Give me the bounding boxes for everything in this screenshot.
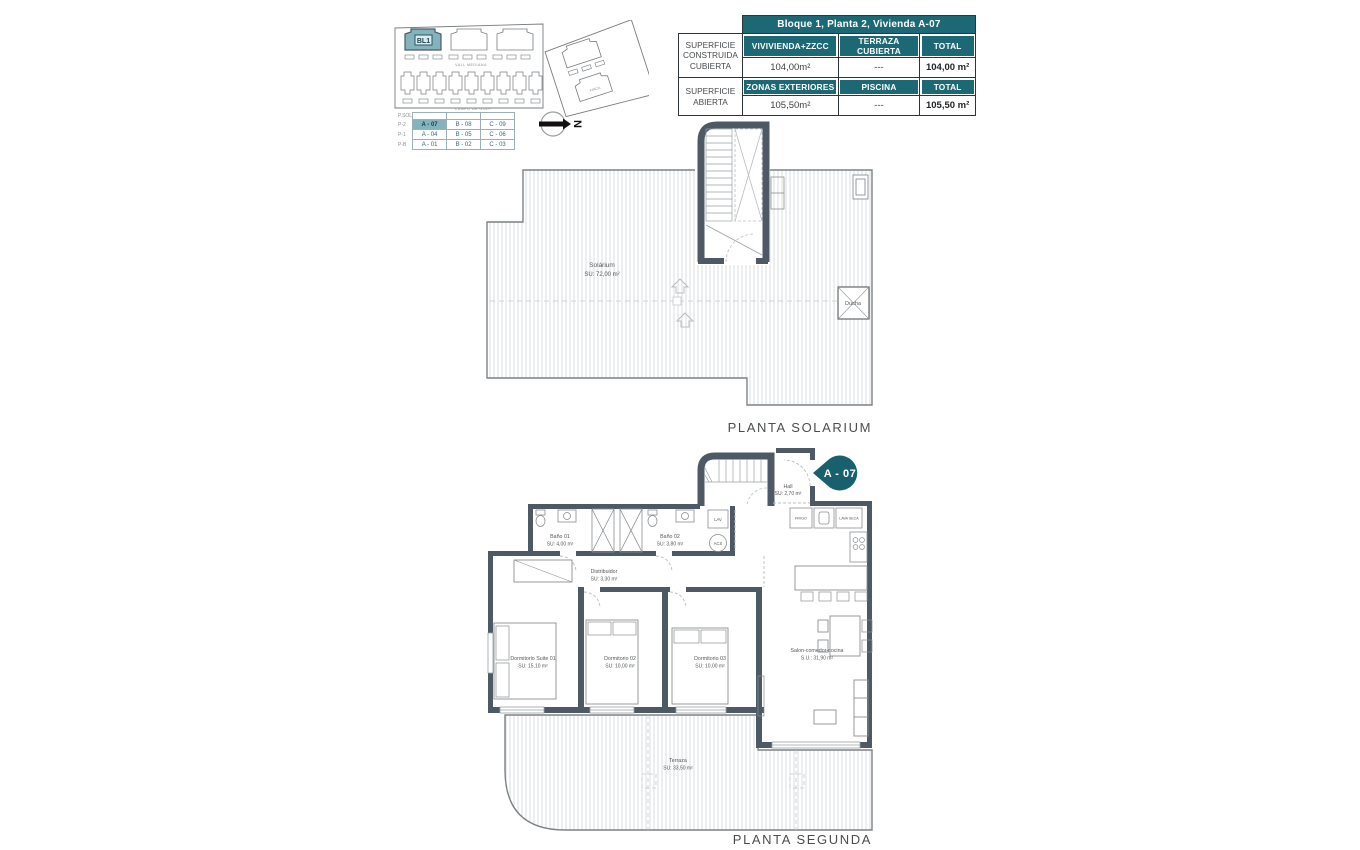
ducha-label: Ducha: [845, 301, 861, 307]
segunda-stairwell: [701, 456, 771, 506]
street-top-label: VALL MEDIANA: [455, 63, 487, 67]
axis-node: [673, 297, 681, 305]
level-label: P-B: [398, 141, 407, 148]
open-total-value: 105,50 m²: [920, 96, 976, 116]
open-col3-header: TOTAL: [922, 80, 974, 94]
suite-area: SU: 15,10 m²: [518, 663, 548, 670]
hall-name: Hall: [783, 484, 793, 490]
covered-col2-header: TERRAZA CUBIERTA: [840, 36, 918, 56]
parking-row-top: [405, 55, 530, 59]
unit-badge: [813, 456, 857, 491]
terraza-deck: [505, 715, 872, 830]
salon-name: Salon-comedor-cocina: [790, 648, 844, 654]
hall-area: SU: 2,70 m²: [774, 491, 802, 497]
suite-bed: [494, 560, 572, 699]
fridge-label: FRIGO: [794, 516, 808, 521]
unit-cell: A - 04: [413, 130, 447, 140]
unit-cell-a07: A - 07: [413, 120, 447, 130]
utility-closet: [708, 510, 728, 552]
solarium-room-name: Solárium: [589, 262, 615, 269]
distribuidor-name: Distribuidor: [590, 569, 618, 575]
dorm2-name: Dormitorio 02: [604, 656, 636, 662]
dorm2-area: SU: 10,00 m²: [605, 663, 635, 670]
bano2-area: SU: 3,80 m²: [656, 541, 684, 548]
washer-label: LAVA SECA: [839, 516, 859, 521]
dorm3-area: SU: 10,00 m²: [695, 663, 725, 670]
living-furniture: [758, 616, 872, 736]
unit-cell: C - 06: [481, 130, 515, 140]
unit-cell: A - 01: [413, 140, 447, 150]
solarium-room-area: SU: 72,00 m²: [584, 272, 620, 278]
unit-badge-label: A - 07: [823, 468, 857, 480]
terraza-name: Terraza: [669, 758, 687, 764]
building-2: [451, 29, 487, 50]
unit-cell: C - 03: [481, 140, 515, 150]
north-letter: N: [571, 120, 584, 128]
acs-label: ACS: [713, 541, 723, 546]
parking-row-bottom: [403, 99, 540, 103]
solarium-stairwell: [695, 120, 770, 265]
level-label: P-2: [398, 121, 406, 128]
lav-label: LAV: [714, 517, 722, 522]
covered-col3-header: TOTAL: [922, 36, 974, 56]
level-label: P-1: [398, 131, 406, 138]
open-col1-value: 105,50m²: [742, 96, 838, 116]
walls: [488, 448, 872, 748]
bano1-name: Baño 01: [550, 534, 570, 540]
planta-segunda-drawing: [480, 448, 880, 850]
distribuidor-area: SU: 3,30 m²: [590, 576, 618, 583]
terraza-area: SU: 33,50 m²: [663, 765, 693, 772]
open-group-label: SUPERFICIE ABIERTA: [679, 78, 743, 116]
summary-title: Bloque 1, Planta 2, Vivienda A-07: [742, 16, 975, 34]
vent-box: [853, 175, 868, 199]
open-col2-value: ---: [838, 96, 920, 116]
site-parcel-right: [544, 20, 649, 118]
salon-area: S.U.: 31,90 m²: [800, 655, 834, 662]
unit-cell: B - 02: [447, 140, 481, 150]
covered-col1-header: VIVIVIENDA+ZZCC: [744, 36, 836, 56]
open-col1-header: ZONAS EXTERIORES: [746, 81, 835, 92]
finca-label: FINCA: [589, 85, 601, 93]
building-3: [497, 29, 533, 50]
bano1-fixtures: [536, 510, 576, 527]
planta-solarium-drawing: [480, 115, 880, 425]
street-bottom-label: CAMPO DE GOLF: [454, 107, 492, 111]
surface-summary-table: [678, 15, 976, 116]
covered-total-value: 104,00 m²: [920, 58, 976, 78]
houses-row: [401, 72, 542, 94]
dorm2-bed: [586, 620, 638, 704]
bl1-label: BL1: [416, 38, 431, 45]
unit-cell: B - 05: [447, 130, 481, 140]
bano2-fixtures: [648, 510, 694, 527]
site-plan-drawing: [393, 20, 649, 118]
shower-box: [838, 287, 869, 319]
solarium-title: PLANTA SOLARIUM: [727, 420, 872, 435]
dorm3-name: Dormitorio 03: [694, 656, 726, 662]
bano1-area: SU: 4,00 m²: [546, 541, 574, 548]
unit-cell: C - 09: [481, 120, 515, 130]
entry-door-arc: [784, 460, 810, 486]
key-header: P.SOL: [398, 113, 413, 119]
bano2-name: Baño 02: [660, 534, 680, 540]
building-bl1: [405, 29, 441, 50]
segunda-title: PLANTA SEGUNDA: [732, 832, 872, 847]
shower-wardrobe-boxes: [592, 509, 642, 552]
suite-name: Dormitorio Suite 01: [510, 656, 556, 662]
kitchen: [790, 508, 867, 601]
covered-group-label: SUPERFICIE CONSTRUIDA CUBIERTA: [679, 34, 743, 78]
covered-col2-value: ---: [838, 58, 920, 78]
solarium-deck: [487, 170, 872, 405]
open-col2-header: PISCINA: [840, 80, 918, 94]
unit-cell: B - 08: [447, 120, 481, 130]
covered-col1-value: 104,00m²: [742, 58, 838, 78]
